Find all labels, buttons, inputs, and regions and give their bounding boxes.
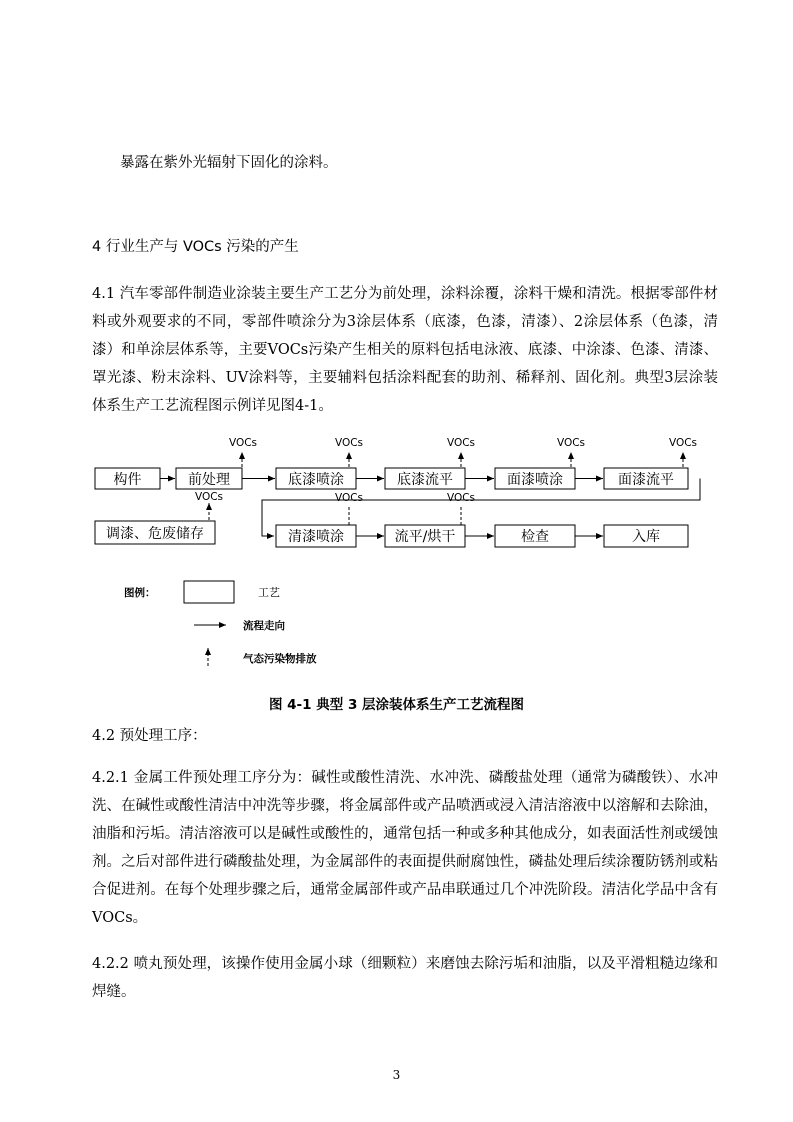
legend-process-label: 工艺 [258,586,280,599]
process-box-clearcoat-spray-label: 清漆喷涂 [288,529,344,545]
process-box-paint-mixing-storage-label: 调漆、危废储存 [106,526,204,542]
legend-emission-label: 气态污染物排放 [243,653,317,665]
process-box-flash-bake-label: 流平/烘干 [394,529,456,545]
process-box-topcoat-flash-label: 面漆流平 [618,472,674,488]
process-box-warehousing-label: 入库 [632,529,660,545]
section-4-title: 4 行业生产与 VOCs 污染的产生 [92,239,299,255]
paragraph-4-2-2: 4.2.2 喷丸预处理，该操作使用金属小球（细颗粒）来磨蚀去除污垢和油脂，以及平滑粗糙边缘和焊缝。 [92,956,718,1000]
voc-label: VOCs [446,492,476,504]
legend-flow-label: 流程走向 [243,620,285,632]
paragraph-4-1: 4.1 汽车零部件制造业涂装主要生产工艺分为前处理，涂料涂覆，涂料干燥和清洗。根据零部件材料或外观要求的不同，零部件喷涂分为3涂层体系（底漆，色漆，清漆）、2涂层体系（色漆，清漆）和单涂层体系等，主要VOCs污染产生相关的原料包括电泳液、底漆、中涂漆、色漆、清漆、罩光漆、粉末涂料、UV涂料等，主要辅料包括涂料配套的助剂、稀释剂、固化剂。典型3层涂装体系生产工艺流程图示例详见图4-1。 [92,286,718,414]
voc-label: VOCs [228,437,258,449]
figure-caption: 图 4-1 典型 3 层涂装体系生产工艺流程图 [268,697,525,713]
process-box-pretreatment-label: 前处理 [188,472,230,488]
paragraph-4-2-1: 4.2.1 金属工件预处理工序分为：碱性或酸性清洗、水冲洗、磷酸盐处理（通常为磷酸铁）、水冲洗、在碱性或酸性清洁中冲洗等步骤，将金属部件或产品喷洒或浸入清洁溶液中以溶解和去除油，油脂和污垢。清洁溶液可以是碱性或酸性的，通常包括一种或多种其他成分，如表面活性剂或缓蚀剂。之后对部件进行磷酸盐处理，为金属部件的表面提供耐腐蚀性，磷盐处理后续涂覆防锈剂或粘合促进剂。在每个处理步骤之后，通常金属部件或产品串联通过几个冲洗阶段。清洁化学品中含有VOCs。 [92,770,718,926]
process-flow-diagram [0,430,793,670]
voc-label: VOCs [334,437,364,449]
legend-title: 图例： [124,587,156,599]
voc-label: VOCs [446,437,476,449]
voc-label: VOCs [194,491,224,503]
voc-label: VOCs [334,492,364,504]
heading-4-2: 4.2 预处理工序： [92,728,207,744]
legend-process-box [184,581,234,603]
voc-label: VOCs [556,437,586,449]
intro-line: 暴露在紫外光辐射下固化的涂料。 [120,155,338,171]
process-box-component-label: 构件 [113,472,142,488]
voc-label: VOCs [668,437,698,449]
process-box-primer-flash-label: 底漆流平 [397,472,453,488]
process-box-primer-spray-label: 底漆喷涂 [288,472,344,488]
process-box-topcoat-spray-label: 面漆喷涂 [507,472,563,488]
process-box-inspection-label: 检查 [521,529,549,545]
page-number: 3 [392,1068,401,1082]
